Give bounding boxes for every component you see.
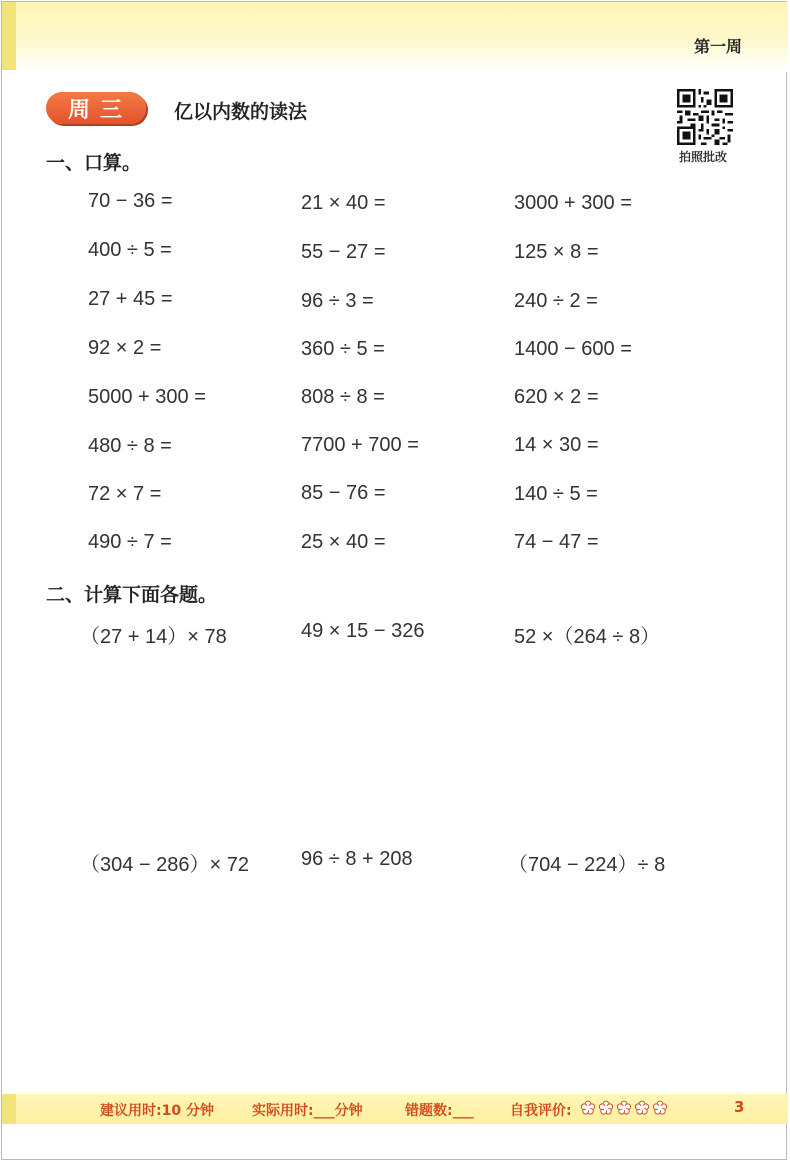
oral-item: 7700 + 700 = (301, 434, 419, 456)
flower-icon[interactable] (580, 1100, 596, 1116)
actual-time: 实际用时:___分钟 (252, 1103, 363, 1119)
oral-item: 74 − 47 = (514, 531, 599, 553)
oral-item: 125 × 8 = (514, 241, 599, 263)
oral-item: 808 ÷ 8 = (301, 386, 385, 408)
oral-item: 1400 − 600 = (514, 338, 632, 360)
calc-item: 52 ×（264 ÷ 8） (514, 626, 661, 648)
self-evaluation-label: 自我评价: (510, 1103, 572, 1119)
flower-icon[interactable] (652, 1100, 668, 1116)
qr-label: 拍照批改 (679, 150, 728, 164)
oral-item: 240 ÷ 2 = (514, 290, 598, 312)
oral-item: 3000 + 300 = (514, 192, 632, 214)
header-band (2, 2, 788, 72)
oral-item: 480 ÷ 8 = (88, 435, 172, 457)
section-heading-oral: 一、口算。 (46, 152, 142, 174)
lesson-title: 亿以内数的读法 (174, 101, 308, 123)
oral-item: 620 × 2 = (514, 386, 599, 408)
calc-item: （27 + 14）× 78 (80, 626, 227, 648)
week-label: 第一周 (694, 37, 743, 56)
section-heading-calc: 二、计算下面各题。 (46, 584, 218, 606)
header-tab-decoration (2, 2, 16, 70)
oral-item: 490 ÷ 7 = (88, 531, 172, 553)
flower-icon[interactable] (634, 1100, 650, 1116)
oral-item: 96 ÷ 3 = (301, 290, 374, 312)
footer-tab-decoration (2, 1094, 16, 1124)
suggested-time: 建议用时:10 分钟 (100, 1103, 214, 1119)
oral-item: 21 × 40 = (301, 192, 386, 214)
oral-item: 25 × 40 = (301, 531, 386, 553)
oral-item: 360 ÷ 5 = (301, 338, 385, 360)
wrong-count: 错题数:___ (405, 1103, 474, 1119)
oral-item: 92 × 2 = (88, 337, 162, 359)
calc-item: 49 × 15 − 326 (301, 620, 425, 642)
page-number: 3 (734, 1098, 745, 1116)
oral-item: 14 × 30 = (514, 434, 599, 456)
flower-icon[interactable] (616, 1100, 632, 1116)
oral-item: 85 − 76 = (301, 482, 386, 504)
flower-icon[interactable] (598, 1100, 614, 1116)
calc-item: （704 − 224）÷ 8 (508, 854, 666, 876)
qr-code-icon[interactable] (677, 89, 733, 145)
oral-item: 70 − 36 = (88, 190, 173, 212)
oral-item: 55 − 27 = (301, 241, 386, 263)
oral-item: 5000 + 300 = (88, 386, 206, 408)
oral-item: 72 × 7 = (88, 483, 162, 505)
calc-item: （304 − 286）× 72 (80, 854, 250, 876)
oral-item: 400 ÷ 5 = (88, 239, 172, 261)
day-badge: 周三 (46, 92, 146, 124)
calc-item: 96 ÷ 8 + 208 (301, 848, 413, 870)
oral-item: 27 + 45 = (88, 288, 173, 310)
self-evaluation-rating (580, 1100, 668, 1116)
oral-item: 140 ÷ 5 = (514, 483, 598, 505)
